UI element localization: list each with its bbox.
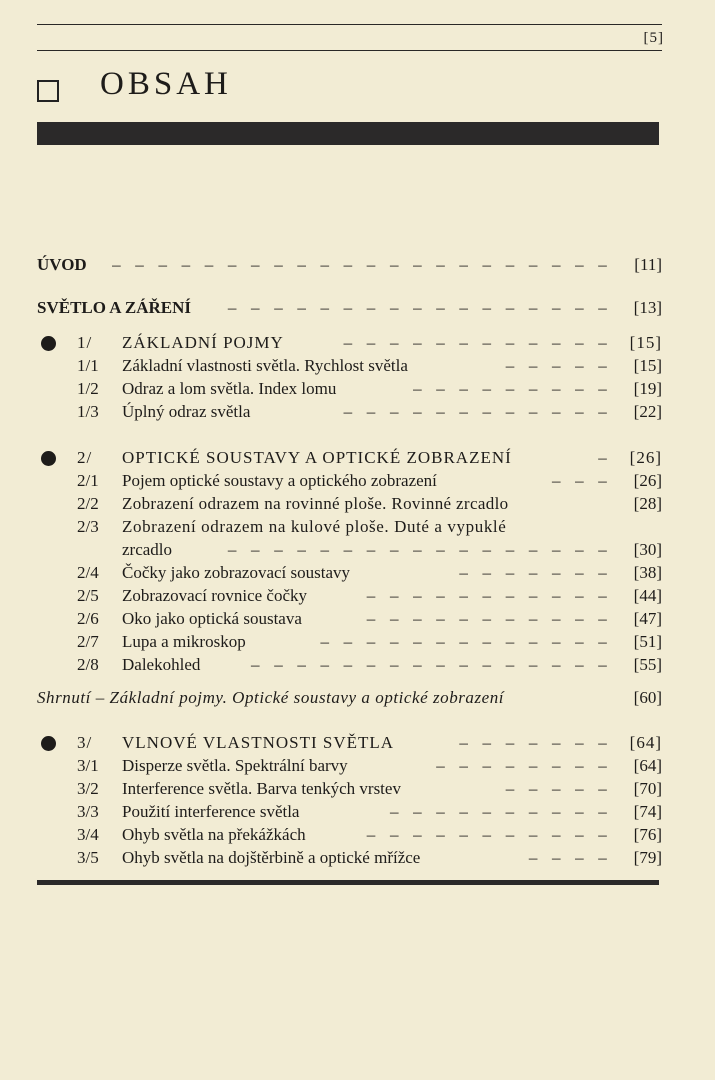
leader-dashes: – – – – – – – – – – – – xyxy=(343,402,612,421)
toc-num: 1/3 xyxy=(77,402,99,421)
toc-page-ref: [70] xyxy=(633,779,662,798)
toc-entry-title: ÚVOD xyxy=(37,255,87,274)
toc-page-ref: [74] xyxy=(633,802,662,821)
leader-dashes: – – – – – – – – – – – – xyxy=(343,333,612,352)
toc-num: 3/ xyxy=(77,733,93,752)
leader-dashes: – – – – xyxy=(528,848,612,867)
toc-section-2-8[interactable] xyxy=(37,654,662,676)
toc-entry-title: Zobrazovací rovnice čočky xyxy=(122,586,308,605)
toc-num: 2/4 xyxy=(77,563,99,582)
toc-section-2-2[interactable] xyxy=(37,493,662,515)
bottom-rule xyxy=(37,880,659,885)
toc-entry-title: Čočky jako zobrazovací soustavy xyxy=(122,563,351,582)
title-bar xyxy=(37,122,659,145)
toc-page-ref: [30] xyxy=(633,540,662,559)
leader-dashes: – – – – – – – – xyxy=(436,756,612,775)
top-rule xyxy=(37,24,662,25)
toc-entry-title: zrcadlo xyxy=(122,540,173,559)
toc-page-ref: [13] xyxy=(633,298,662,317)
toc-chapter-3[interactable] xyxy=(37,732,662,754)
toc-entry-title: Shrnutí – Základní pojmy. Optické soustavy a optické zobrazení xyxy=(37,688,505,707)
toc-entry-title: Odraz a lom světla. Index lomu xyxy=(122,379,337,398)
leader-dashes: – – – – – – – – – – – – – – – – – xyxy=(227,298,612,317)
toc-entry-title: VLNOVÉ VLASTNOSTI SVĚTLA xyxy=(122,733,395,752)
toc-entry-title: Úplný odraz světla xyxy=(122,402,251,421)
toc-entry-title: Ohyb světla na překážkách xyxy=(122,825,306,844)
toc-num: 3/4 xyxy=(77,825,99,844)
toc-page-ref: [76] xyxy=(633,825,662,844)
toc-entry-uvod[interactable] xyxy=(37,254,662,276)
toc-section-2-5[interactable] xyxy=(37,585,662,607)
toc-page-ref: [44] xyxy=(633,586,662,605)
toc-num: 2/1 xyxy=(77,471,99,490)
toc-entry-title: ZÁKLADNÍ POJMY xyxy=(122,333,284,352)
toc-entry-title: Dalekohled xyxy=(122,655,201,674)
toc-num: 2/8 xyxy=(77,655,99,674)
toc-section-3-5[interactable] xyxy=(37,847,662,869)
toc-section-2-6[interactable] xyxy=(37,608,662,630)
leader-dashes: – – – – – – – xyxy=(459,563,612,582)
toc-page-ref: [38] xyxy=(633,563,662,582)
toc-page-ref: [28] xyxy=(633,494,662,513)
toc-page-ref: [26] xyxy=(629,448,662,467)
toc-section-3-3[interactable] xyxy=(37,801,662,823)
toc-page-ref: [79] xyxy=(633,848,662,867)
toc-section-1-3[interactable] xyxy=(37,401,662,423)
toc-entry-title: Oko jako optická soustava xyxy=(122,609,302,628)
leader-dashes: – – – – – – – xyxy=(459,733,612,752)
bullet-icon xyxy=(41,451,56,466)
toc-page-ref: [19] xyxy=(633,379,662,398)
toc-page-ref: [26] xyxy=(633,471,662,490)
toc-page-ref: [22] xyxy=(633,402,662,421)
header-rule xyxy=(37,50,662,51)
toc-page-ref: [60] xyxy=(633,688,662,707)
toc-section-2-4[interactable] xyxy=(37,562,662,584)
toc-section-2-3-cont[interactable] xyxy=(37,539,662,561)
leader-dashes: – – – – – – – – – – – – – – – – xyxy=(251,655,612,674)
toc-section-3-1[interactable] xyxy=(37,755,662,777)
page-title: OBSAH xyxy=(100,66,232,102)
toc-page-ref: [51] xyxy=(633,632,662,651)
leader-dashes: – xyxy=(598,448,612,467)
toc-entry-title: Lupa a mikroskop xyxy=(122,632,246,651)
toc-chapter-2[interactable] xyxy=(37,447,662,469)
leader-dashes: – – – – – – – – – – – – – xyxy=(320,632,612,651)
toc-page-ref: [64] xyxy=(629,733,662,752)
toc-entry-title: OPTICKÉ SOUSTAVY A OPTICKÉ ZOBRAZENÍ xyxy=(122,448,512,467)
toc-section-2-3[interactable] xyxy=(37,516,662,538)
toc-entry-title: Zobrazení odrazem na rovinné ploše. Rovinné zrcadlo xyxy=(122,494,509,513)
toc-entry-title: Pojem optické soustavy a optického zobrazení xyxy=(122,471,437,490)
leader-dashes: – – – – – xyxy=(505,779,612,798)
toc-num: 3/2 xyxy=(77,779,99,798)
leader-dashes: – – – – – – – – – – xyxy=(389,802,612,821)
leader-dashes: – – – xyxy=(552,471,612,490)
toc-page-ref: [55] xyxy=(633,655,662,674)
toc-entry-title: Použití interference světla xyxy=(122,802,300,821)
leader-dashes: – – – – – – – – – – – xyxy=(366,825,612,844)
toc-num: 2/5 xyxy=(77,586,99,605)
toc-num: 3/5 xyxy=(77,848,99,867)
toc-entry-title: SVĚTLO A ZÁŘENÍ xyxy=(37,298,191,317)
toc-page-ref: [11] xyxy=(634,255,662,274)
toc-entry-title: Ohyb světla na dojštěrbině a optické mřížce xyxy=(122,848,421,867)
leader-dashes: – – – – – – – – – – – xyxy=(366,586,612,605)
leader-dashes: – – – – – – – – – – – xyxy=(366,609,612,628)
toc-num: 2/3 xyxy=(77,517,99,536)
toc-num: 2/ xyxy=(77,448,93,467)
toc-num: 3/3 xyxy=(77,802,99,821)
toc-page-ref: [47] xyxy=(633,609,662,628)
toc-entry-svetlo[interactable] xyxy=(37,297,662,319)
bullet-icon xyxy=(41,336,56,351)
bullet-icon xyxy=(41,736,56,751)
toc-page-ref: [15] xyxy=(633,356,662,375)
toc-page-ref: [64] xyxy=(633,756,662,775)
toc-num: 1/1 xyxy=(77,356,99,375)
page-number: [5] xyxy=(643,30,664,46)
leader-dashes: – – – – – – – – – – – – – – – – – – – – – – xyxy=(112,255,612,274)
leader-dashes: – – – – – xyxy=(505,356,612,375)
toc-num: 1/2 xyxy=(77,379,99,398)
square-box-icon xyxy=(37,80,59,102)
toc-page-ref: [15] xyxy=(629,333,662,352)
toc-num: 2/2 xyxy=(77,494,99,513)
toc-entry-title: Interference světla. Barva tenkých vrstev xyxy=(122,779,401,798)
toc-section-1-1[interactable] xyxy=(37,355,662,377)
toc-chapter-1[interactable] xyxy=(37,332,662,354)
leader-dashes: – – – – – – – – – – – – – – – – – xyxy=(227,540,612,559)
toc-section-1-2[interactable] xyxy=(37,378,662,400)
toc-entry-title: Základní vlastnosti světla. Rychlost světla xyxy=(122,356,408,375)
toc-num: 3/1 xyxy=(77,756,99,775)
toc-num: 2/7 xyxy=(77,632,99,651)
toc-num: 2/6 xyxy=(77,609,99,628)
toc-section-2-1[interactable] xyxy=(37,470,662,492)
toc-entry-title: Zobrazení odrazem na kulové ploše. Duté a vypuklé xyxy=(122,517,507,536)
toc-summary[interactable] xyxy=(37,687,662,709)
toc-entry-title: Disperze světla. Spektrální barvy xyxy=(122,756,348,775)
toc-section-3-4[interactable] xyxy=(37,824,662,846)
leader-dashes: – – – – – – – – – xyxy=(413,379,612,398)
toc-section-3-2[interactable] xyxy=(37,778,662,800)
toc-num: 1/ xyxy=(77,333,93,352)
toc-section-2-7[interactable] xyxy=(37,631,662,653)
